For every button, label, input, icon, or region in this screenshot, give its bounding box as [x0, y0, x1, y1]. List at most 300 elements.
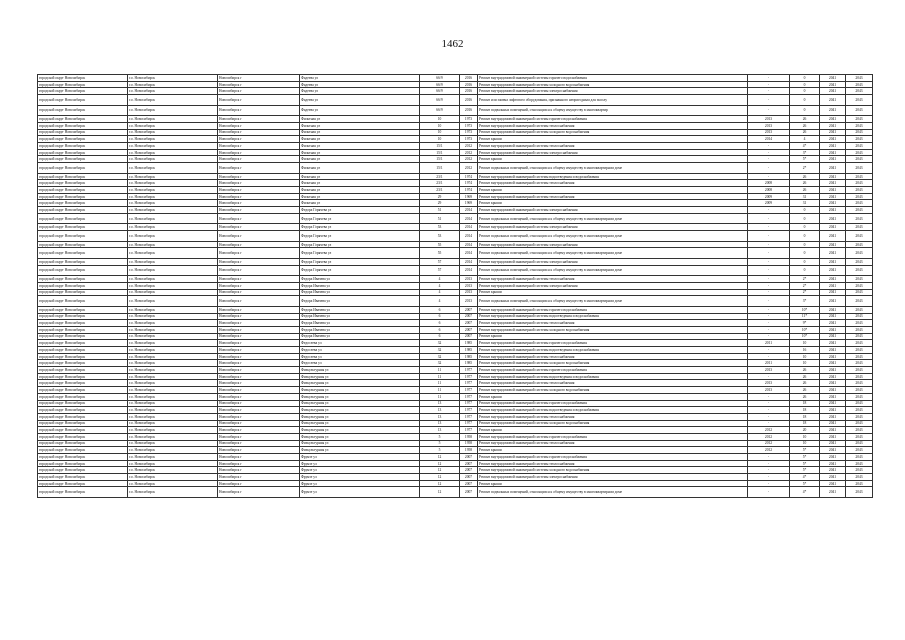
wear-cell: 18	[790, 420, 820, 427]
table-row	[38, 393, 873, 400]
work-type-cell: Ремонт внутридомовой инженерной системы водоотведения и водоснабжения	[478, 313, 748, 320]
year-built-cell: 2007	[460, 460, 478, 467]
plan-end-cell: 2043	[846, 467, 873, 474]
year-built-cell: 2016	[460, 105, 478, 116]
wear-cell: 0	[790, 105, 820, 116]
wear-cell: 0	[790, 231, 820, 242]
last-repair-cell: -	[748, 265, 790, 276]
plan-start-cell: 2041	[820, 282, 846, 289]
municipality-cell: городской округ Новосибирск	[38, 75, 128, 82]
last-repair-cell: 2009	[748, 193, 790, 200]
wear-cell: 2*	[790, 289, 820, 296]
year-built-cell: 2012	[460, 149, 478, 156]
street-cell: Федора Ивачева ул	[300, 296, 420, 307]
city-cell: Новосибирск г	[218, 420, 300, 427]
plan-start-cell: 2041	[820, 105, 846, 116]
city-cell: Новосибирск г	[218, 360, 300, 367]
street-cell: Фадеева ул	[300, 75, 420, 82]
city-cell: Новосибирск г	[218, 282, 300, 289]
table-row	[38, 420, 873, 427]
plan-end-cell: 2043	[846, 105, 873, 116]
settlement-cell: г.о. Новосибирск	[128, 393, 218, 400]
city-cell: Новосибирск г	[218, 265, 300, 276]
last-repair-cell: -	[748, 467, 790, 474]
settlement-cell: г.о. Новосибирск	[128, 224, 218, 231]
municipality-cell: городской округ Новосибирск	[38, 427, 128, 434]
wear-cell: 3*	[790, 149, 820, 156]
settlement-cell: г.о. Новосибирск	[128, 460, 218, 467]
last-repair-cell: -	[748, 248, 790, 259]
table-row	[38, 122, 873, 129]
year-built-cell: 2013	[460, 276, 478, 283]
settlement-cell: г.о. Новосибирск	[128, 105, 218, 116]
last-repair-cell: 2012	[748, 433, 790, 440]
settlement-cell: г.о. Новосибирск	[128, 258, 218, 265]
table-row	[38, 347, 873, 354]
settlement-cell: г.о. Новосибирск	[128, 400, 218, 407]
year-built-cell: 1958	[460, 433, 478, 440]
city-cell: Новосибирск г	[218, 407, 300, 414]
city-cell: Новосибирск г	[218, 347, 300, 354]
table-row	[38, 248, 873, 259]
municipality-cell: городской округ Новосибирск	[38, 400, 128, 407]
wear-cell: 11*	[790, 313, 820, 320]
year-built-cell: 2007	[460, 487, 478, 498]
plan-start-cell: 2041	[820, 149, 846, 156]
municipality-cell: городской округ Новосибирск	[38, 116, 128, 123]
house-cell: 51	[420, 213, 460, 224]
table-row	[38, 163, 873, 174]
house-cell: 57	[420, 258, 460, 265]
wear-cell: 9*	[790, 320, 820, 327]
plan-start-cell: 2041	[820, 200, 846, 207]
plan-start-cell: 2041	[820, 95, 846, 106]
last-repair-cell: -	[748, 306, 790, 313]
wear-cell: 0	[790, 258, 820, 265]
street-cell: Федосеева ул	[300, 340, 420, 347]
plan-end-cell: 2043	[846, 387, 873, 394]
city-cell: Новосибирск г	[218, 313, 300, 320]
street-cell: Фрунзе ул	[300, 460, 420, 467]
year-built-cell: 1973	[460, 116, 478, 123]
wear-cell: 4	[790, 136, 820, 143]
city-cell: Новосибирск г	[218, 248, 300, 259]
house-cell: 11	[420, 373, 460, 380]
municipality-cell: городской округ Новосибирск	[38, 347, 128, 354]
plan-end-cell: 2043	[846, 213, 873, 224]
municipality-cell: городской округ Новосибирск	[38, 313, 128, 320]
table-row	[38, 467, 873, 474]
table-row	[38, 180, 873, 187]
house-cell: 11	[420, 387, 460, 394]
street-cell: Физкультурная ул	[300, 433, 420, 440]
street-cell: Физкультурная ул	[300, 427, 420, 434]
work-type-cell: Ремонт подвальных помещений, относящихся к общему имуществу в многоквартирном доме	[478, 248, 748, 259]
work-type-cell: Ремонт внутридомовой инженерной системы горячего водоснабжения	[478, 75, 748, 82]
work-type-cell: Ремонт внутридомовой инженерной системы электроснабжения	[478, 207, 748, 214]
year-built-cell: 1969	[460, 193, 478, 200]
city-cell: Новосибирск г	[218, 447, 300, 454]
work-type-cell: Ремонт внутридомовой инженерной системы теплоснабжения	[478, 193, 748, 200]
city-cell: Новосибирск г	[218, 224, 300, 231]
municipality-cell: городской округ Новосибирск	[38, 136, 128, 143]
plan-end-cell: 2043	[846, 258, 873, 265]
year-built-cell: 2014	[460, 265, 478, 276]
work-type-cell: Ремонт крыши	[478, 393, 748, 400]
settlement-cell: г.о. Новосибирск	[128, 320, 218, 327]
last-repair-cell: 2012	[748, 440, 790, 447]
municipality-cell: городской округ Новосибирск	[38, 413, 128, 420]
work-type-cell: Ремонт крыши	[478, 333, 748, 340]
plan-end-cell: 2043	[846, 136, 873, 143]
municipality-cell: городской округ Новосибирск	[38, 433, 128, 440]
year-built-cell: 2016	[460, 95, 478, 106]
plan-start-cell: 2041	[820, 143, 846, 150]
work-type-cell: Ремонт внутридомовой инженерной системы горячего водоснабжения	[478, 454, 748, 461]
table-row	[38, 88, 873, 95]
plan-start-cell: 2041	[820, 360, 846, 367]
plan-end-cell: 2043	[846, 180, 873, 187]
plan-start-cell: 2041	[820, 440, 846, 447]
municipality-cell: городской округ Новосибирск	[38, 265, 128, 276]
last-repair-cell: 2011	[748, 340, 790, 347]
street-cell: Фильтная ул	[300, 122, 420, 129]
city-cell: Новосибирск г	[218, 353, 300, 360]
table-row	[38, 173, 873, 180]
settlement-cell: г.о. Новосибирск	[128, 313, 218, 320]
settlement-cell: г.о. Новосибирск	[128, 116, 218, 123]
city-cell: Новосибирск г	[218, 180, 300, 187]
table-row	[38, 136, 873, 143]
municipality-cell: городской округ Новосибирск	[38, 460, 128, 467]
last-repair-cell: 2013	[748, 380, 790, 387]
plan-start-cell: 2041	[820, 88, 846, 95]
settlement-cell: г.о. Новосибирск	[128, 333, 218, 340]
plan-start-cell: 2041	[820, 248, 846, 259]
last-repair-cell: 2009	[748, 200, 790, 207]
last-repair-cell: -	[748, 156, 790, 163]
settlement-cell: г.о. Новосибирск	[128, 340, 218, 347]
plan-end-cell: 2043	[846, 289, 873, 296]
plan-start-cell: 2041	[820, 467, 846, 474]
plan-start-cell: 2041	[820, 136, 846, 143]
table-row	[38, 340, 873, 347]
street-cell: Федора Ивачева ул	[300, 306, 420, 313]
house-cell: 32	[420, 360, 460, 367]
municipality-cell: городской округ Новосибирск	[38, 149, 128, 156]
city-cell: Новосибирск г	[218, 413, 300, 420]
settlement-cell: г.о. Новосибирск	[128, 433, 218, 440]
street-cell: Физкультурная ул	[300, 373, 420, 380]
city-cell: Новосибирск г	[218, 149, 300, 156]
work-type-cell: Ремонт внутридомовой инженерной системы теплоснабжения	[478, 440, 748, 447]
municipality-cell: городской округ Новосибирск	[38, 200, 128, 207]
house-cell: 13	[420, 420, 460, 427]
street-cell: Физкультурная ул	[300, 387, 420, 394]
wear-cell: 5*	[790, 480, 820, 487]
year-built-cell: 1958	[460, 447, 478, 454]
street-cell: Физкультурная ул	[300, 400, 420, 407]
municipality-cell: городской округ Новосибирск	[38, 224, 128, 231]
work-type-cell: Ремонт внутридомовой инженерной системы водоотведения и водоснабжения	[478, 347, 748, 354]
wear-cell: 5*	[790, 467, 820, 474]
year-built-cell: 1977	[460, 373, 478, 380]
plan-start-cell: 2041	[820, 306, 846, 313]
table-row	[38, 224, 873, 231]
plan-start-cell: 2041	[820, 231, 846, 242]
last-repair-cell: -	[748, 224, 790, 231]
plan-start-cell: 2041	[820, 296, 846, 307]
last-repair-cell: -	[748, 474, 790, 481]
plan-end-cell: 2043	[846, 360, 873, 367]
street-cell: Фильтная ул	[300, 149, 420, 156]
city-cell: Новосибирск г	[218, 289, 300, 296]
settlement-cell: г.о. Новосибирск	[128, 149, 218, 156]
city-cell: Новосибирск г	[218, 306, 300, 313]
last-repair-cell: -	[748, 88, 790, 95]
work-type-cell: Ремонт подвальных помещений, относящихся к общему имуществу в многоквартирном доме	[478, 213, 748, 224]
year-built-cell: 2007	[460, 333, 478, 340]
table-row	[38, 156, 873, 163]
city-cell: Новосибирск г	[218, 467, 300, 474]
settlement-cell: г.о. Новосибирск	[128, 156, 218, 163]
year-built-cell: 2016	[460, 75, 478, 82]
wear-cell: 26	[790, 387, 820, 394]
city-cell: Новосибирск г	[218, 231, 300, 242]
last-repair-cell: -	[748, 105, 790, 116]
plan-end-cell: 2043	[846, 440, 873, 447]
work-type-cell: Ремонт внутридомовой инженерной системы водоотведения и водоснабжения	[478, 407, 748, 414]
municipality-cell: городской округ Новосибирск	[38, 480, 128, 487]
house-cell: 4	[420, 289, 460, 296]
plan-start-cell: 2041	[820, 454, 846, 461]
page-number: 1462	[441, 38, 464, 50]
house-cell: 15/1	[420, 149, 460, 156]
last-repair-cell: 2013	[748, 129, 790, 136]
settlement-cell: г.о. Новосибирск	[128, 420, 218, 427]
house-cell: 15/1	[420, 163, 460, 174]
house-cell: 13	[420, 400, 460, 407]
last-repair-cell: -	[748, 241, 790, 248]
settlement-cell: г.о. Новосибирск	[128, 306, 218, 313]
year-built-cell: 2014	[460, 207, 478, 214]
work-type-cell: Ремонт крыши	[478, 480, 748, 487]
municipality-cell: городской округ Новосибирск	[38, 173, 128, 180]
settlement-cell: г.о. Новосибирск	[128, 193, 218, 200]
table-row	[38, 313, 873, 320]
wear-cell: 26	[790, 180, 820, 187]
table-row	[38, 353, 873, 360]
settlement-cell: г.о. Новосибирск	[128, 326, 218, 333]
settlement-cell: г.о. Новосибирск	[128, 213, 218, 224]
year-built-cell: 2016	[460, 81, 478, 88]
work-type-cell: Ремонт внутридомовой инженерной системы теплоснабжения	[478, 320, 748, 327]
last-repair-cell: -	[748, 231, 790, 242]
last-repair-cell: -	[748, 407, 790, 414]
last-repair-cell: 2013	[748, 116, 790, 123]
plan-end-cell: 2043	[846, 413, 873, 420]
wear-cell: 26	[790, 173, 820, 180]
work-type-cell: Ремонт внутридомовой инженерной системы теплоснабжения	[478, 353, 748, 360]
year-built-cell: 1969	[460, 200, 478, 207]
last-repair-cell: -	[748, 353, 790, 360]
city-cell: Новосибирск г	[218, 320, 300, 327]
year-built-cell: 2014	[460, 258, 478, 265]
plan-start-cell: 2041	[820, 173, 846, 180]
year-built-cell: 2007	[460, 306, 478, 313]
city-cell: Новосибирск г	[218, 207, 300, 214]
municipality-cell: городской округ Новосибирск	[38, 156, 128, 163]
last-repair-cell: -	[748, 289, 790, 296]
table-row	[38, 320, 873, 327]
house-cell: 12	[420, 467, 460, 474]
table-row	[38, 296, 873, 307]
street-cell: Федора Горячева ул	[300, 213, 420, 224]
city-cell: Новосибирск г	[218, 241, 300, 248]
work-type-cell: Ремонт внутридомовой инженерной системы водоотведения и водоснабжения	[478, 173, 748, 180]
wear-cell: 0	[790, 213, 820, 224]
plan-end-cell: 2043	[846, 306, 873, 313]
table-row	[38, 289, 873, 296]
house-cell: 11	[420, 393, 460, 400]
plan-end-cell: 2043	[846, 207, 873, 214]
work-type-cell: Ремонт крыши	[478, 447, 748, 454]
municipality-cell: городской округ Новосибирск	[38, 258, 128, 265]
year-built-cell: 1977	[460, 413, 478, 420]
year-built-cell: 2012	[460, 156, 478, 163]
wear-cell: 4*	[790, 487, 820, 498]
city-cell: Новосибирск г	[218, 333, 300, 340]
city-cell: Новосибирск г	[218, 296, 300, 307]
last-repair-cell: -	[748, 480, 790, 487]
last-repair-cell: -	[748, 276, 790, 283]
plan-end-cell: 2043	[846, 313, 873, 320]
settlement-cell: г.о. Новосибирск	[128, 360, 218, 367]
last-repair-cell: -	[748, 326, 790, 333]
street-cell: Физкультурная ул	[300, 380, 420, 387]
street-cell: Фрунзе ул	[300, 454, 420, 461]
plan-end-cell: 2043	[846, 122, 873, 129]
municipality-cell: городской округ Новосибирск	[38, 440, 128, 447]
plan-start-cell: 2041	[820, 122, 846, 129]
year-built-cell: 2007	[460, 326, 478, 333]
work-type-cell: Ремонт крыши	[478, 187, 748, 194]
house-cell: 57	[420, 265, 460, 276]
house-cell: 66/9	[420, 88, 460, 95]
last-repair-cell: -	[748, 347, 790, 354]
last-repair-cell: -	[748, 149, 790, 156]
city-cell: Новосибирск г	[218, 367, 300, 374]
work-type-cell: Ремонт внутридомовой инженерной системы теплоснабжения	[478, 143, 748, 150]
last-repair-cell: 2012	[748, 427, 790, 434]
work-type-cell: Ремонт подвальных помещений, относящихся к общему имуществу в многоквартирном доме	[478, 163, 748, 174]
plan-start-cell: 2041	[820, 353, 846, 360]
house-cell: 5	[420, 440, 460, 447]
city-cell: Новосибирск г	[218, 187, 300, 194]
last-repair-cell: -	[748, 81, 790, 88]
wear-cell: 10*	[790, 326, 820, 333]
house-cell: 10	[420, 129, 460, 136]
wear-cell: 5*	[790, 460, 820, 467]
street-cell: Федора Горячева ул	[300, 231, 420, 242]
plan-end-cell: 2043	[846, 88, 873, 95]
municipality-cell: городской округ Новосибирск	[38, 193, 128, 200]
plan-end-cell: 2043	[846, 95, 873, 106]
city-cell: Новосибирск г	[218, 122, 300, 129]
plan-start-cell: 2041	[820, 129, 846, 136]
house-cell: 29	[420, 200, 460, 207]
plan-end-cell: 2043	[846, 373, 873, 380]
plan-end-cell: 2043	[846, 333, 873, 340]
wear-cell: 10	[790, 433, 820, 440]
last-repair-cell: -	[748, 333, 790, 340]
municipality-cell: городской округ Новосибирск	[38, 122, 128, 129]
plan-start-cell: 2041	[820, 156, 846, 163]
city-cell: Новосибирск г	[218, 400, 300, 407]
wear-cell: 10	[790, 440, 820, 447]
settlement-cell: г.о. Новосибирск	[128, 276, 218, 283]
plan-end-cell: 2043	[846, 320, 873, 327]
work-type-cell: Ремонт крыши	[478, 200, 748, 207]
settlement-cell: г.о. Новосибирск	[128, 241, 218, 248]
city-cell: Новосибирск г	[218, 173, 300, 180]
plan-end-cell: 2043	[846, 276, 873, 283]
house-cell: 53	[420, 231, 460, 242]
municipality-cell: городской округ Новосибирск	[38, 360, 128, 367]
year-built-cell: 1977	[460, 407, 478, 414]
plan-end-cell: 2043	[846, 367, 873, 374]
settlement-cell: г.о. Новосибирск	[128, 122, 218, 129]
street-cell: Федора Горячева ул	[300, 265, 420, 276]
plan-start-cell: 2041	[820, 163, 846, 174]
settlement-cell: г.о. Новосибирск	[128, 75, 218, 82]
wear-cell: 18	[790, 413, 820, 420]
table-row	[38, 460, 873, 467]
municipality-cell: городской округ Новосибирск	[38, 207, 128, 214]
table-row	[38, 200, 873, 207]
work-type-cell: Ремонт внутридомовой инженерной системы электроснабжения	[478, 474, 748, 481]
street-cell: Федора Ивачева ул	[300, 326, 420, 333]
city-cell: Новосибирск г	[218, 440, 300, 447]
house-cell: 15/1	[420, 156, 460, 163]
house-cell: 6	[420, 306, 460, 313]
municipality-cell: городской округ Новосибирск	[38, 231, 128, 242]
street-cell: Федосеева ул	[300, 360, 420, 367]
year-built-cell: 1985	[460, 340, 478, 347]
municipality-cell: городской округ Новосибирск	[38, 105, 128, 116]
plan-end-cell: 2043	[846, 393, 873, 400]
table-row	[38, 116, 873, 123]
work-type-cell: Ремонт внутридомовой инженерной системы электроснабжения	[478, 282, 748, 289]
wear-cell: 2*	[790, 276, 820, 283]
house-cell: 55	[420, 248, 460, 259]
settlement-cell: г.о. Новосибирск	[128, 289, 218, 296]
year-built-cell: 1977	[460, 400, 478, 407]
year-built-cell: 1977	[460, 387, 478, 394]
street-cell: Федора Горячева ул	[300, 241, 420, 248]
plan-start-cell: 2041	[820, 413, 846, 420]
street-cell: Фрунзе ул	[300, 480, 420, 487]
table-row	[38, 75, 873, 82]
last-repair-cell: -	[748, 173, 790, 180]
street-cell: Фадеева ул	[300, 88, 420, 95]
municipality-cell: городской округ Новосибирск	[38, 88, 128, 95]
plan-start-cell: 2041	[820, 224, 846, 231]
city-cell: Новосибирск г	[218, 474, 300, 481]
settlement-cell: г.о. Новосибирск	[128, 474, 218, 481]
settlement-cell: г.о. Новосибирск	[128, 367, 218, 374]
year-built-cell: 2007	[460, 474, 478, 481]
